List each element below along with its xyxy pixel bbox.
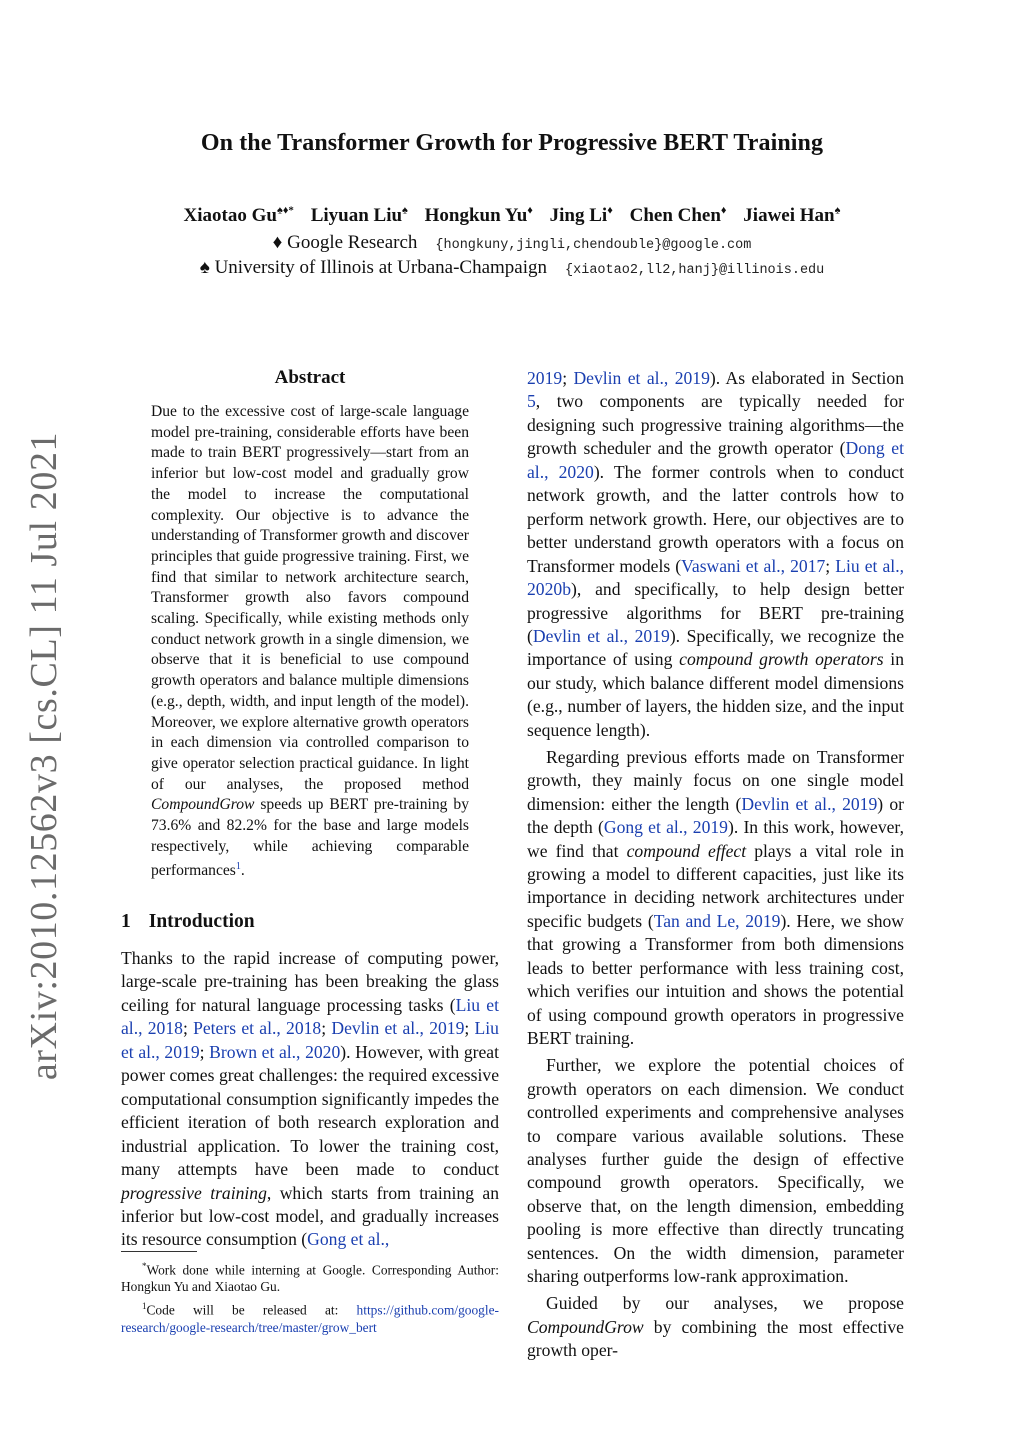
footnote-rule	[121, 1251, 197, 1252]
citation-link[interactable]: Devlin et al., 2019	[331, 1018, 465, 1039]
email-uiuc: {xiaotao2,ll2,hanj}@illinois.edu	[565, 263, 825, 278]
footnote-star: *Work done while interning at Google. Corresponding Author: Hongkun Yu and Xiaotao Gu.	[121, 1261, 499, 1295]
citation-link[interactable]: Dong et al., 2020	[527, 438, 904, 482]
citation-link[interactable]: Devlin et al., 2019	[573, 368, 710, 388]
author: Xiaotao Gu♠♦*	[183, 205, 294, 227]
citation-link[interactable]: Brown et al., 2020	[209, 1041, 341, 1062]
section-ref-link[interactable]: 5	[527, 391, 536, 412]
citation-link[interactable]: 2019	[527, 368, 563, 388]
citation-link[interactable]: Devlin et al., 2019	[532, 625, 670, 646]
author: Chen Chen♦	[629, 205, 727, 227]
footnote-code: $^1$Code will be released at: https://github.com/google-research/google-research/tree/master/grow_bert	[121, 1301, 499, 1335]
abstract-heading: Abstract	[274, 367, 346, 388]
arxiv-identifier: arXiv:2010.12562v3 [cs.CL] 11 Jul 2021	[23, 431, 65, 1081]
citation-link[interactable]: Devlin et al., 2019	[741, 793, 878, 814]
author: Jiawei Han♠	[743, 205, 841, 227]
code-url-link[interactable]: https://github.com/google-research/google-research/tree/master/grow_bert	[121, 1302, 499, 1335]
abstract-body: Due to the excessive cost of large-scale language model pre-training, considerable efforts have been made to train BERT progressively—start from an inferior but low-cost model and gradually grow the model to increase the computational complexity. Our objective is to advance the understanding of Transformer growth and discover principles that guide progressive training. First, we find that similar to network architecture search, Transformer growth also favors compound scaling. Specifically, while existing methods only conduct network growth in a single dimension, we observe that it is beneficial to use compound growth operators and balance multiple dimensions (e.g., depth, width, and input length of the model). Moreover, we explore alternative growth operators in each dimension via controlled comparison to give operator selection practical guidance. In light of our analyses, the proposed method CompoundGrow speeds up BERT pre-training by 73.6% and 82.2% for the base and large models respectively, while achieving comparable performances$^1$.	[151, 403, 469, 880]
intro-column-right: 2019; Devlin et al., 2019). As elaborated in Section 5, two components are typically needed for designing such progressive training algorithms—the growth scheduler and the growth operator (Dong et al., 2020). The former controls when to conduct network growth, and the latter controls how to perform network growth. Here, our objectives are to better understand growth operators with a focus on Transformer models (Vaswani et al., 2017; Liu et al., 2020b), and specifically, to help design better progressive algorithms for BERT pre-training (Devlin et al., 2019). Specifically, we recognize the importance of using compound growth operators in our study, which balance different model dimensions (e.g., number of layers, the hidden size, and the input sequence length). Regarding previous efforts made on Transformer growth, they mainly focus on one single model dimension: either the length (Devlin et al., 2019) or the depth (Gong et al., 2019). In this work, however, we find that compound effect plays a vital role in growing a model to different capacities, just like its importance in deciding network architectures under specific budgets (Tan and Le, 2019). Here, we show that growing a Transformer from both dimensions leads to better performance with less training cost, which verifies our intuition and shows the potential of using compound growth operators in progressive BERT training. Further, we explore the potential choices of growth operators on each dimension. We conduct controlled experiments and comprehensive analyses to compare various available solutions. These analyses further guide the design of effective compound growth operators. Specifically, we observe that, on the length dimension, embedding pooling is more effective than directly truncating sentences. On the width dimension, parameter sharing outperforms low-rank approximation. Guided by our analyses, we propose CompoundGrow by combining the most effective growth oper-	[527, 368, 905, 1361]
author: Liyuan Liu♠	[310, 205, 408, 227]
author-list	[0, 205, 1024, 227]
citation-link[interactable]: Liu et al., 2018	[121, 994, 499, 1039]
footnotes	[121, 1258, 499, 1339]
affiliation-uiuc: ♠ University of Illinois at Urbana-Champaign {xiaotao2,ll2,hanj}@illinois.edu	[199, 257, 825, 278]
paper-title: On the Transformer Growth for Progressive BERT Training	[200, 130, 824, 156]
citation-link[interactable]: Tan and Le, 2019	[653, 910, 781, 931]
citation-link[interactable]: Peters et al., 2018	[193, 1018, 322, 1039]
citation-link[interactable]: Liu et al., 2019	[121, 1018, 499, 1062]
author: Jing Li♦	[549, 205, 613, 227]
author: Hongkun Yu♦	[424, 205, 533, 227]
citation-link[interactable]: Vaswani et al., 2017	[681, 555, 826, 576]
affiliation-google: ♦ Google Research {hongkuny,jingli,chendouble}@google.com	[272, 232, 752, 253]
section-heading: 1 Introduction	[121, 911, 255, 932]
intro-column-left: Thanks to the rapid increase of computing power, large-scale pre-training has been breaking the glass ceiling for natural language processing tasks (Liu et al., 2018; Peters et al., 2018; Devlin et al., 2019; Liu et al., 2019; Brown et al., 2020). However, with great power comes great challenges: the required excessive computational consumption significantly impedes the efficient iteration of both research exploration and industrial application. To lower the training cost, many attempts have been made to conduct progressive training, which starts from training an inferior but low-cost model, and gradually increases its resource consumption (Gong et al.,	[121, 948, 499, 1250]
citation-link[interactable]: Gong et al.,	[307, 1229, 390, 1250]
citation-link[interactable]: Gong et al., 2019	[603, 817, 728, 838]
citation-link[interactable]: Liu et al., 2020b	[527, 555, 904, 600]
footnote-link[interactable]: 1	[235, 861, 241, 873]
email-google: {hongkuny,jingli,chendouble}@google.com	[435, 238, 752, 253]
